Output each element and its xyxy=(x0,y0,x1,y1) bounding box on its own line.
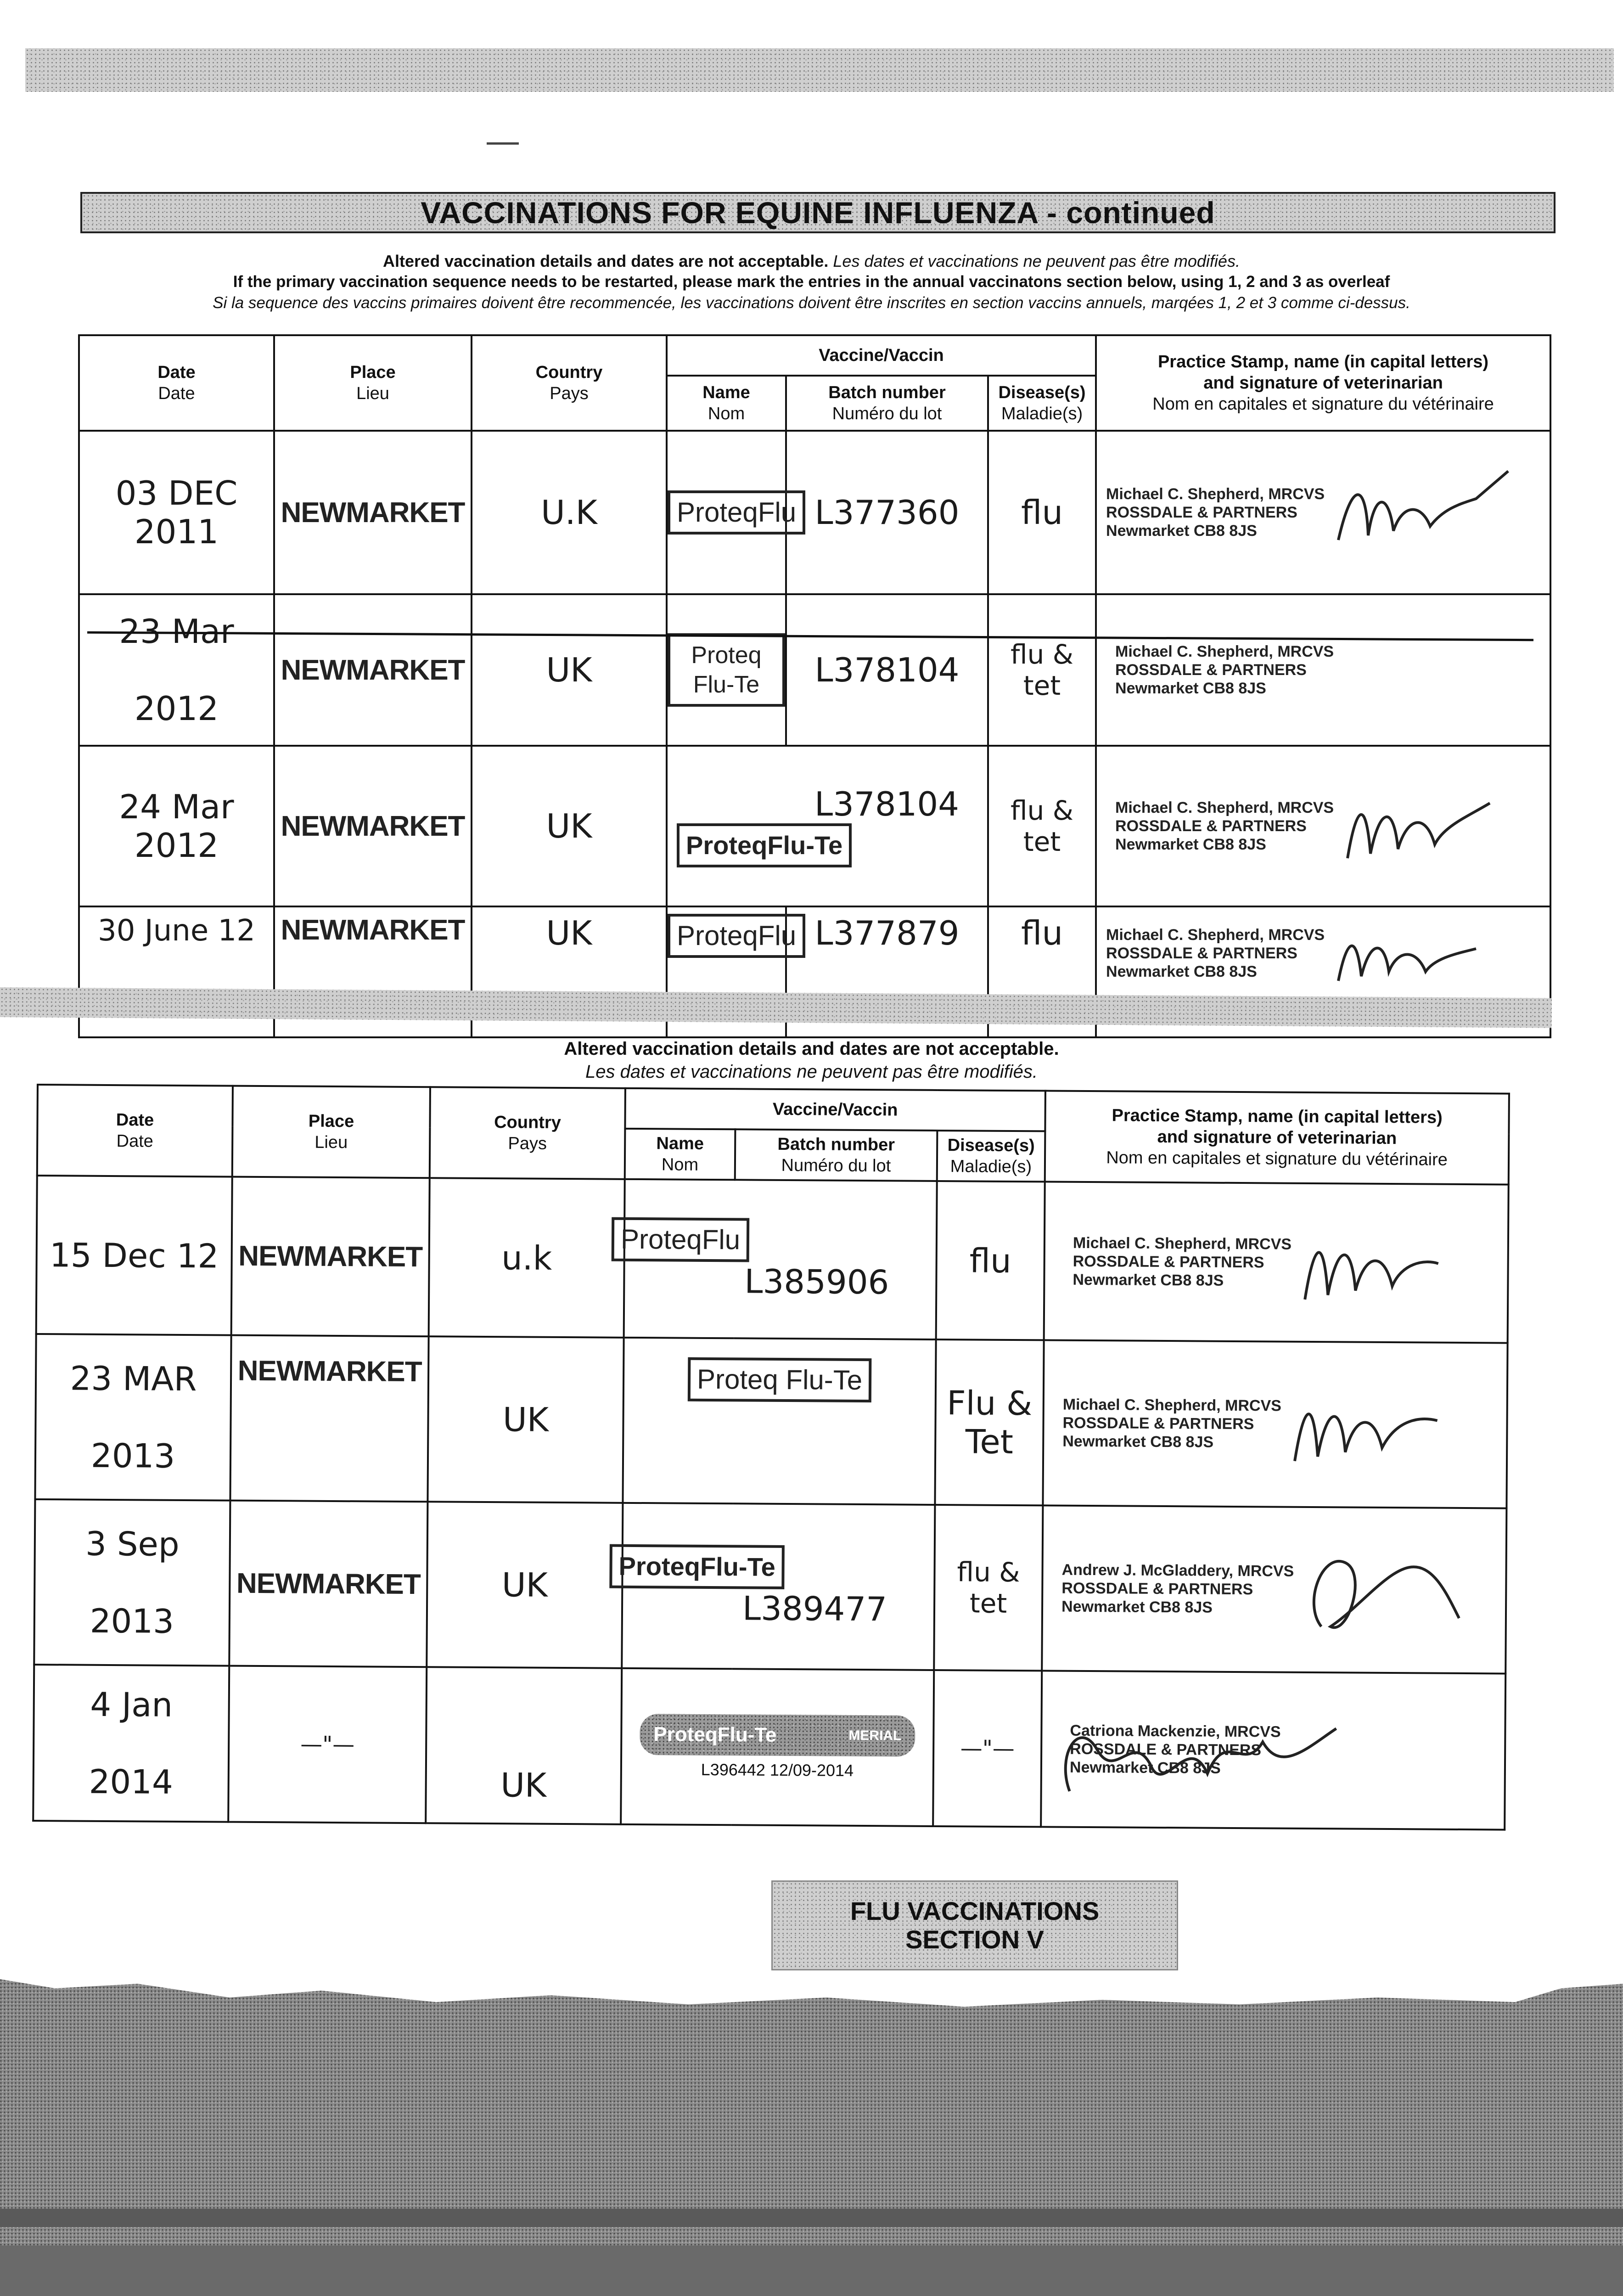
header-place: Place Lieu xyxy=(274,335,472,431)
signature-icon xyxy=(1293,1535,1468,1646)
signature-icon xyxy=(1325,462,1517,563)
small-mark xyxy=(487,142,519,145)
vet-cell xyxy=(1043,1340,1507,1508)
country-cell: UK xyxy=(472,746,667,906)
table-row xyxy=(34,1499,1506,1674)
date-cell: 3 Sep 2013 xyxy=(34,1499,230,1666)
header-name: Name Nom xyxy=(667,376,786,431)
header-batch: Batch number Numéro du lot xyxy=(786,376,988,431)
vaccine-stamp: ProteqFlu xyxy=(668,490,805,535)
name-batch-cell xyxy=(667,746,988,906)
place-cell: NEWMARKET xyxy=(229,1501,427,1667)
batch-cell: L377879 xyxy=(786,906,988,1037)
country-cell: UK xyxy=(472,906,667,1037)
place-cell: NEWMARKET xyxy=(274,906,472,1037)
place-cell: —"— xyxy=(228,1666,427,1823)
mid-note-line-2: Les dates et vaccinations ne peuvent pas être modifiés. xyxy=(585,1062,1038,1082)
header-disease: Disease(s) Maladie(s) xyxy=(937,1131,1045,1182)
vet-stamp: Michael C. Shepherd, MRCVS ROSSDALE & PARTNERS Newmarket CB8 8JS xyxy=(1106,485,1325,540)
vet-stamp: Andrew J. McGladdery, MRCVS ROSSDALE & PARTNERS Newmarket CB8 8JS xyxy=(1061,1561,1294,1616)
mid-note-line-1: Altered vaccination details and dates are not acceptable. xyxy=(564,1039,1059,1059)
vet-cell xyxy=(1042,1505,1506,1673)
vet-stamp: Michael C. Shepherd, MRCVS ROSSDALE & PARTNERS Newmarket CB8 8JS xyxy=(1073,1234,1292,1289)
header-date: Date Date xyxy=(37,1085,233,1177)
batch-cell: L378104 xyxy=(786,594,988,746)
disease-cell: flu xyxy=(988,431,1096,594)
name-batch-cell xyxy=(621,1668,934,1826)
vaccine-stamp: ProteqFlu xyxy=(612,1217,750,1262)
header-place: Place Lieu xyxy=(232,1086,430,1178)
vaccine-stamp: ProteqFlu xyxy=(668,914,805,958)
header-disease: Disease(s) Maladie(s) xyxy=(988,376,1096,431)
disease-cell: flu & tet xyxy=(988,746,1096,906)
vet-cell xyxy=(1096,746,1550,906)
vaccination-table-1 xyxy=(78,334,1551,1038)
vaccine-stamp: Proteq Flu-Te xyxy=(688,1357,872,1402)
table-row xyxy=(79,594,1550,746)
date-cell: 30 June 12 xyxy=(79,906,274,1037)
batch-value: L389477 xyxy=(742,1589,887,1629)
place-cell: NEWMARKET xyxy=(274,594,472,746)
header-country: Country Pays xyxy=(472,335,667,431)
note-line-2: If the primary vaccination sequence needs to be restarted, please mark the entries in the annual vaccinatons section below, using 1, 2 and 3 as overleaf xyxy=(233,273,1390,291)
vet-stamp: Catriona Mackenzie, MRCVS ROSSDALE & PARTNERS Newmarket CB8 8JS xyxy=(1069,1722,1281,1777)
date-cell: 24 Mar 2012 xyxy=(79,746,274,906)
vaccine-stamp: ProteqFlu-Te xyxy=(609,1544,785,1589)
place-cell: NEWMARKET xyxy=(274,431,472,594)
header-practice: Practice Stamp, name (in capital letters) and signature of veterinarian Nom en capitales et signature du vétérinaire xyxy=(1045,1091,1509,1184)
vaccine-label-sticker xyxy=(640,1714,915,1781)
vet-stamp: Michael C. Shepherd, MRCVS ROSSDALE & PARTNERS Newmarket CB8 8JS xyxy=(1115,643,1334,697)
date-cell: 15 Dec 12 xyxy=(36,1176,232,1335)
country-cell: UK xyxy=(427,1336,623,1503)
vaccination-table-2 xyxy=(32,1084,1510,1831)
vet-cell xyxy=(1044,1182,1509,1343)
note-line-1: Altered vaccination details and dates are not acceptable. Les dates et vaccinations ne peuvent pas être modifiés. xyxy=(383,252,1240,270)
vet-cell xyxy=(1041,1671,1505,1829)
table-row xyxy=(35,1334,1507,1508)
batch-value: L378104 xyxy=(814,785,959,823)
signature-icon xyxy=(1325,917,1490,990)
table-row xyxy=(79,746,1550,906)
signature-icon xyxy=(1334,776,1499,877)
vaccine-stamp: Proteq Flu-Te xyxy=(668,633,785,707)
signature-icon xyxy=(1291,1212,1448,1314)
top-scan-strip xyxy=(25,48,1614,92)
disease-cell: flu & tet xyxy=(934,1505,1043,1671)
table-row xyxy=(36,1176,1509,1343)
signature-icon xyxy=(1281,1374,1447,1476)
vet-cell xyxy=(1096,431,1550,594)
name-batch-cell xyxy=(623,1338,936,1505)
header-date: Date Date xyxy=(79,335,274,431)
note-line-3: Si la sequence des vaccins primaires doivent être recommencée, les vaccinations doivent être inscrites en section vaccins annuels, marqées 1, 2 et 3 comme ci-dessus. xyxy=(213,294,1410,312)
header-batch: Batch number Numéro du lot xyxy=(735,1129,938,1181)
date-cell: 23 MAR 2013 xyxy=(35,1334,231,1501)
country-cell: UK xyxy=(427,1502,623,1668)
place-cell: NEWMARKET xyxy=(274,746,472,906)
country-cell: UK xyxy=(472,594,667,746)
disease-cell: flu & tet xyxy=(988,594,1096,746)
batch-cell: L377360 xyxy=(786,431,988,594)
label-batch: L396442 12/09-2014 xyxy=(701,1760,854,1780)
country-cell: UK xyxy=(426,1667,622,1824)
vet-stamp: Michael C. Shepherd, MRCVS ROSSDALE & PARTNERS Newmarket CB8 8JS xyxy=(1115,799,1334,853)
disease-cell: Flu & Tet xyxy=(935,1339,1044,1505)
label-product: ProteqFlu-Te xyxy=(653,1723,777,1746)
country-cell: U.K xyxy=(472,431,667,594)
disease-cell: flu xyxy=(936,1181,1045,1340)
batch-value: L385906 xyxy=(744,1261,889,1301)
header-country: Country Pays xyxy=(430,1087,625,1179)
header-vaccine: Vaccine/Vaccin xyxy=(625,1088,1045,1131)
vet-cell xyxy=(1096,594,1550,746)
date-cell: 03 DEC 2011 xyxy=(79,431,274,594)
table-row xyxy=(79,431,1550,594)
header-name: Name Nom xyxy=(625,1129,736,1180)
section-title: VACCINATIONS FOR EQUINE INFLUENZA - continued xyxy=(80,192,1556,233)
country-cell: u.k xyxy=(429,1178,625,1338)
name-batch-cell xyxy=(620,1179,937,1339)
label-brand: MERIAL xyxy=(848,1728,902,1744)
name-cell xyxy=(667,594,786,746)
place-cell: NEWMARKET xyxy=(230,1335,428,1502)
header-practice: Practice Stamp, name (in capital letters) and signature of veterinarian Nom en capitales et signature du vétérinaire xyxy=(1096,335,1550,431)
vet-stamp: Michael C. Shepherd, MRCVS ROSSDALE & PARTNERS Newmarket CB8 8JS xyxy=(1106,926,1325,980)
torn-page-edge xyxy=(0,1961,1623,2296)
date-cell: 4 Jan 2014 xyxy=(33,1665,229,1822)
date-cell: 23 Mar 2012 xyxy=(79,594,274,746)
vet-stamp: Michael C. Shepherd, MRCVS ROSSDALE & PARTNERS Newmarket CB8 8JS xyxy=(1062,1396,1281,1451)
vaccine-stamp: ProteqFlu-Te xyxy=(677,823,852,867)
disease-cell: —"— xyxy=(933,1670,1042,1827)
footer-section-label: FLU VACCINATIONS SECTION V xyxy=(771,1880,1178,1970)
place-cell: NEWMARKET xyxy=(231,1177,430,1337)
header-vaccine: Vaccine/Vaccin xyxy=(667,335,1096,376)
name-batch-cell xyxy=(618,1503,935,1670)
table-row xyxy=(33,1665,1505,1830)
name-cell xyxy=(667,431,797,594)
disease-cell: flu xyxy=(988,906,1096,1037)
signature-icon xyxy=(1051,1699,1373,1802)
